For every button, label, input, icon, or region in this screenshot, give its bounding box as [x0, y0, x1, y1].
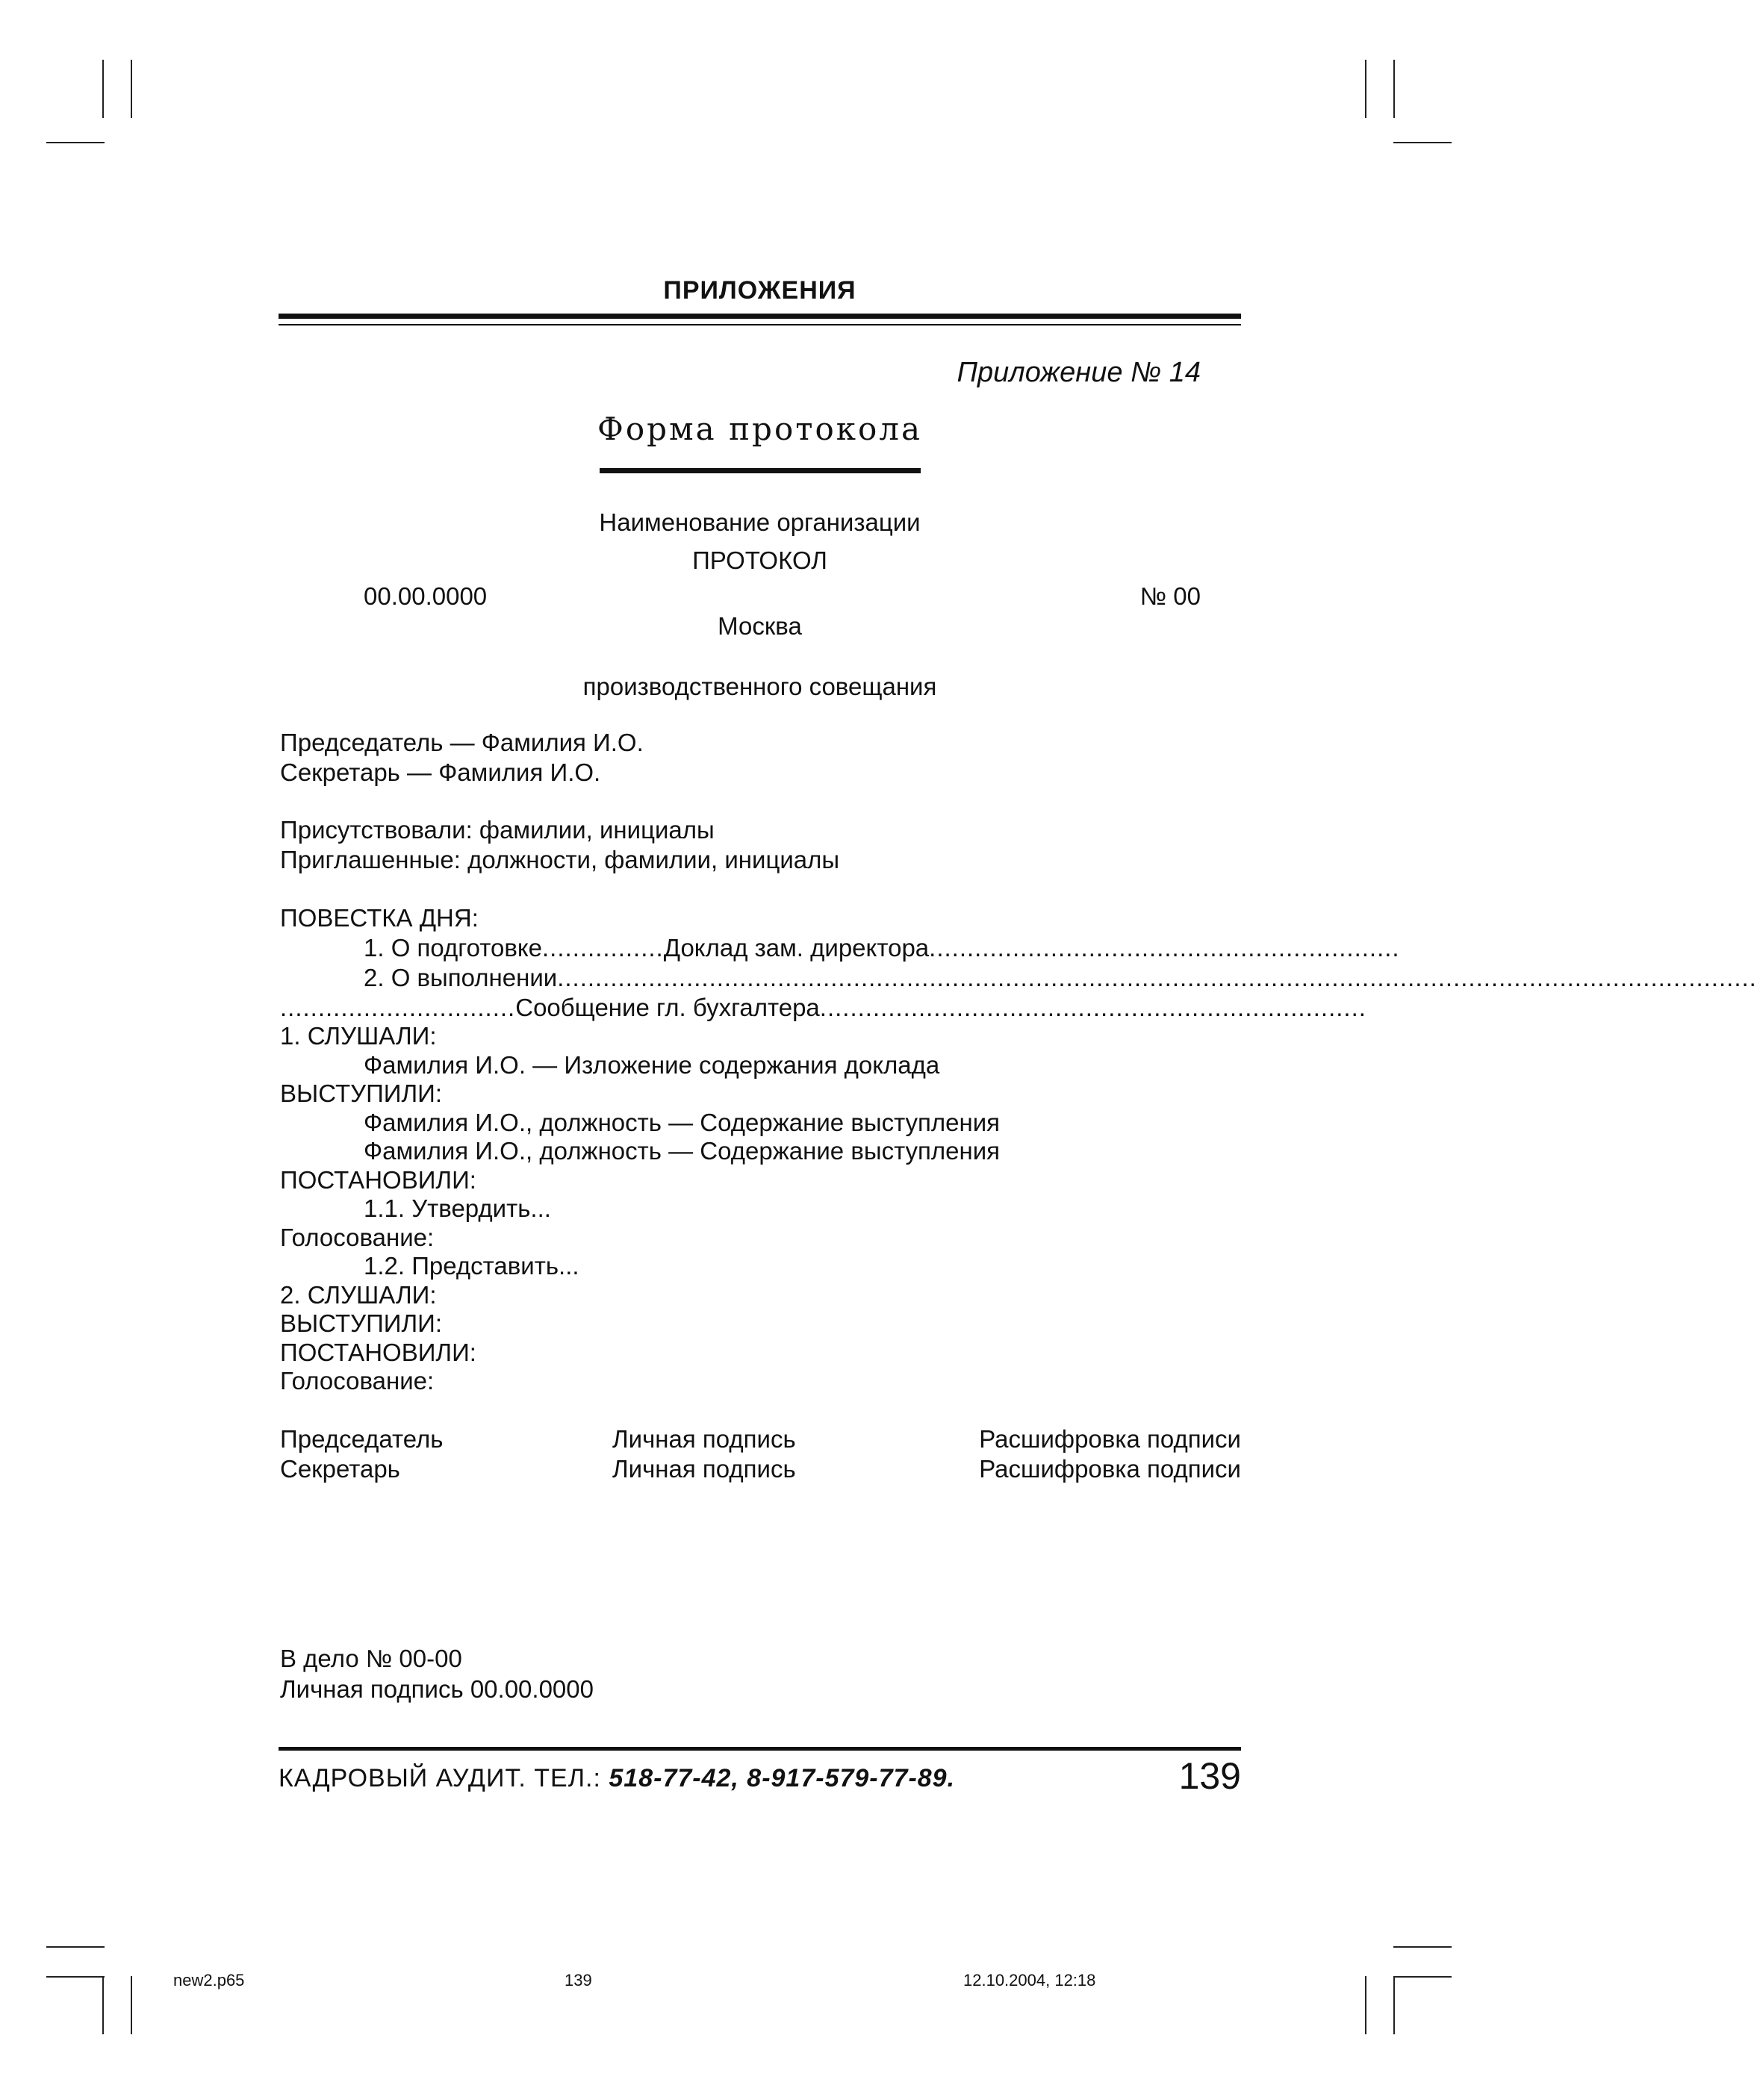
proceedings-line: 1. СЛУШАЛИ:	[280, 1022, 437, 1050]
signature-decode: Расшифровка подписи	[979, 1425, 1241, 1453]
doc-number: № 00	[1139, 582, 1201, 610]
slug-page: 139	[565, 1971, 592, 1990]
org-name: Наименование организации	[599, 508, 921, 536]
agenda-item-speaker: Сообщение гл. бухгалтера	[515, 994, 820, 1021]
crop-mark	[102, 1976, 104, 2034]
crop-mark	[1393, 60, 1395, 118]
proceedings-line: 1.1. Утвердить...	[364, 1194, 551, 1222]
header-rule-thin	[279, 324, 1241, 325]
present-line: Присутствовали: фамилии, инициалы	[280, 816, 715, 844]
doc-type: ПРОТОКОЛ	[692, 546, 827, 574]
file-signature: Личная подпись 00.00.0000	[280, 1675, 594, 1703]
chairman-line: Председатель — Фамилия И.О.	[280, 729, 644, 756]
crop-mark	[131, 60, 132, 118]
crop-mark	[46, 1976, 105, 1978]
signature-placeholder: Личная подпись	[612, 1425, 796, 1453]
proceedings-line: 1.2. Представить...	[364, 1252, 579, 1280]
invited-line: Приглашенные: должности, фамилии, инициалы	[280, 846, 840, 873]
agenda-item-continued	[280, 993, 1366, 1023]
proceedings-line: Фамилия И.О., должность — Содержание выступления	[364, 1109, 1001, 1136]
crop-mark	[1393, 1976, 1395, 2034]
crop-mark	[1393, 142, 1452, 143]
crop-mark	[1393, 1976, 1452, 1978]
secretary-line: Секретарь — Фамилия И.О.	[280, 758, 601, 786]
leader-dots: ..............................................................	[929, 934, 1400, 962]
proceedings-line: ВЫСТУПИЛИ:	[280, 1309, 443, 1337]
leader-dots: ..............................................................................................................................................................	[557, 964, 1757, 991]
doc-subject: производственного совещания	[582, 673, 937, 700]
signature-placeholder: Личная подпись	[612, 1455, 796, 1483]
agenda-item-text: 1. О подготовке	[364, 934, 543, 962]
leader-dots: ........................................................................	[819, 994, 1366, 1021]
proceedings-line: Голосование:	[280, 1224, 435, 1251]
signature-role: Председатель	[280, 1425, 444, 1453]
agenda-item-text: 2. О выполнении	[364, 964, 558, 991]
proceedings-line: ПОСТАНОВИЛИ:	[280, 1166, 476, 1194]
agenda-title: ПОВЕСТКА ДНЯ:	[280, 904, 479, 932]
crop-mark	[46, 1946, 105, 1948]
agenda-item-speaker: Доклад зам. директора	[663, 934, 930, 962]
crop-mark	[1365, 60, 1366, 118]
doc-city: Москва	[718, 612, 802, 640]
crop-mark	[46, 142, 105, 143]
footer-contact	[279, 1764, 955, 1793]
slug-file: new2.p65	[173, 1971, 245, 1990]
appendix-number: Приложение № 14	[957, 357, 1201, 388]
section-title: ПРИЛОЖЕНИЯ	[663, 276, 856, 305]
footer-rule	[279, 1747, 1241, 1751]
proceedings-line: 2. СЛУШАЛИ:	[280, 1281, 437, 1309]
proceedings-line: Голосование:	[280, 1367, 435, 1395]
crop-mark	[1393, 1946, 1452, 1948]
crop-mark	[102, 60, 104, 118]
crop-mark	[1365, 1976, 1366, 2034]
title-underline	[600, 468, 921, 473]
proceedings-line: ПОСТАНОВИЛИ:	[280, 1339, 476, 1366]
proceedings-line: Фамилия И.О., должность — Содержание выступления	[364, 1137, 1001, 1165]
page-number: 139	[1178, 1755, 1241, 1797]
signature-role: Секретарь	[280, 1455, 400, 1483]
footer-label: КАДРОВЫЙ АУДИТ. ТЕЛ.:	[279, 1764, 609, 1792]
proceedings-line: ВЫСТУПИЛИ:	[280, 1079, 443, 1107]
leader-dots: ...............................	[280, 994, 516, 1021]
agenda-item	[364, 933, 1400, 963]
signature-decode: Расшифровка подписи	[979, 1455, 1241, 1483]
crop-mark	[131, 1976, 132, 2034]
header-rule	[279, 314, 1241, 319]
slug-datetime: 12.10.2004, 12:18	[963, 1971, 1096, 1990]
footer-phones: 518-77-42, 8-917-579-77-89.	[609, 1764, 956, 1792]
file-reference: В дело № 00-00	[280, 1645, 462, 1672]
agenda-item	[364, 963, 1757, 993]
leader-dots: ................	[542, 934, 664, 962]
form-title: Форма протокола	[597, 411, 923, 447]
proceedings-line: Фамилия И.О. — Изложение содержания доклада	[364, 1051, 940, 1079]
doc-date: 00.00.0000	[364, 582, 488, 610]
